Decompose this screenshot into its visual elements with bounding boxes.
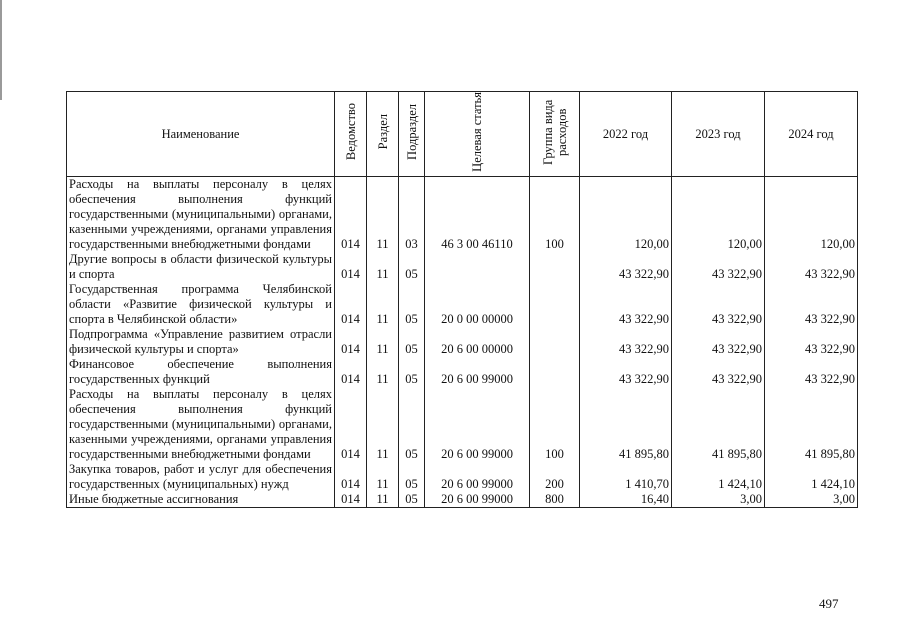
page-edge xyxy=(0,0,2,100)
row-expense-group xyxy=(530,357,580,387)
row-section: 11 xyxy=(367,282,399,327)
row-value-2024: 1 424,10 xyxy=(765,462,858,492)
row-subsection: 03 xyxy=(399,177,425,253)
row-name: Иные бюджетные ассигнования xyxy=(67,492,335,508)
row-expense-group xyxy=(530,282,580,327)
table-row xyxy=(67,282,858,327)
row-value-2023: 43 322,90 xyxy=(672,327,765,357)
row-dept: 014 xyxy=(335,327,367,357)
header-target-label: Целевая статья xyxy=(470,92,484,172)
table-row xyxy=(67,177,858,253)
header-2024 xyxy=(765,92,858,177)
row-section: 11 xyxy=(367,387,399,462)
row-value-2022: 43 322,90 xyxy=(580,327,672,357)
row-subsection: 05 xyxy=(399,282,425,327)
row-expense-group: 100 xyxy=(530,177,580,253)
row-value-2023: 43 322,90 xyxy=(672,282,765,327)
row-section: 11 xyxy=(367,327,399,357)
row-value-2023: 120,00 xyxy=(672,177,765,253)
header-subsection-label: Подраздел xyxy=(404,104,419,160)
row-value-2022: 43 322,90 xyxy=(580,282,672,327)
row-dept: 014 xyxy=(335,177,367,253)
row-value-2022: 1 410,70 xyxy=(580,462,672,492)
row-section: 11 xyxy=(367,462,399,492)
row-expense-group xyxy=(530,327,580,357)
row-value-2024: 41 895,80 xyxy=(765,387,858,462)
row-target: 20 6 00 99000 xyxy=(425,462,530,492)
row-value-2023: 43 322,90 xyxy=(672,252,765,282)
header-name-label: Наименование xyxy=(161,126,240,141)
row-value-2022: 16,40 xyxy=(580,492,672,508)
row-subsection: 05 xyxy=(399,327,425,357)
row-value-2023: 1 424,10 xyxy=(672,462,765,492)
row-subsection: 05 xyxy=(399,492,425,508)
row-value-2024: 43 322,90 xyxy=(765,357,858,387)
header-subsection xyxy=(399,92,425,177)
row-name: Другие вопросы в области физической культуры и спорта xyxy=(67,252,335,282)
row-target: 20 6 00 99000 xyxy=(425,357,530,387)
row-expense-group xyxy=(530,252,580,282)
table-header-row xyxy=(67,92,858,177)
row-value-2023: 41 895,80 xyxy=(672,387,765,462)
header-name xyxy=(67,92,335,177)
table-row xyxy=(67,357,858,387)
table-row xyxy=(67,492,858,508)
row-value-2022: 43 322,90 xyxy=(580,357,672,387)
row-section: 11 xyxy=(367,357,399,387)
page-number: 497 xyxy=(819,596,839,611)
row-target: 20 6 00 99000 xyxy=(425,387,530,462)
row-dept: 014 xyxy=(335,492,367,508)
row-value-2024: 120,00 xyxy=(765,177,858,253)
row-value-2024: 43 322,90 xyxy=(765,327,858,357)
row-subsection: 05 xyxy=(399,357,425,387)
row-dept: 014 xyxy=(335,462,367,492)
row-name: Подпрограмма «Управление развитием отрасли физической культуры и спорта» xyxy=(67,327,335,357)
row-value-2022: 120,00 xyxy=(580,177,672,253)
table-row xyxy=(67,387,858,462)
row-name: Государственная программа Челябинской области «Развитие физической культуры и спорта в Челябинской области» xyxy=(67,282,335,327)
header-2023-label: 2023 год xyxy=(695,126,741,141)
row-section: 11 xyxy=(367,492,399,508)
table-row xyxy=(67,252,858,282)
row-target: 20 0 00 00000 xyxy=(425,282,530,327)
header-2024-label: 2024 год xyxy=(788,126,834,141)
row-dept: 014 xyxy=(335,282,367,327)
row-name: Расходы на выплаты персоналу в целях обеспечения выполнения функций государственными (муниципальными) органами, казенными учреждениями, органами управления государственными внебюджетными фондами xyxy=(67,387,335,462)
row-value-2024: 3,00 xyxy=(765,492,858,508)
row-expense-group: 100 xyxy=(530,387,580,462)
budget-table xyxy=(66,91,858,508)
row-value-2023: 3,00 xyxy=(672,492,765,508)
header-dept xyxy=(335,92,367,177)
table-row xyxy=(67,327,858,357)
row-target xyxy=(425,252,530,282)
row-target: 20 6 00 99000 xyxy=(425,492,530,508)
header-expense-group xyxy=(530,92,580,177)
header-section-label: Раздел xyxy=(375,114,390,150)
row-section: 11 xyxy=(367,252,399,282)
row-name: Закупка товаров, работ и услуг для обеспечения государственных (муниципальных) нужд xyxy=(67,462,335,492)
header-2022-label: 2022 год xyxy=(602,126,649,141)
row-subsection: 05 xyxy=(399,252,425,282)
header-section xyxy=(367,92,399,177)
row-dept: 014 xyxy=(335,387,367,462)
row-dept: 014 xyxy=(335,357,367,387)
row-value-2022: 43 322,90 xyxy=(580,252,672,282)
row-target: 46 3 00 46110 xyxy=(425,177,530,253)
row-expense-group: 200 xyxy=(530,462,580,492)
row-subsection: 05 xyxy=(399,462,425,492)
row-value-2023: 43 322,90 xyxy=(672,357,765,387)
row-target: 20 6 00 00000 xyxy=(425,327,530,357)
row-subsection: 05 xyxy=(399,387,425,462)
table-row xyxy=(67,462,858,492)
row-name: Финансовое обеспечение выполнения государственных функций xyxy=(67,357,335,387)
header-target xyxy=(425,92,530,177)
row-expense-group: 800 xyxy=(530,492,580,508)
header-2023 xyxy=(672,92,765,177)
row-value-2024: 43 322,90 xyxy=(765,282,858,327)
header-2022 xyxy=(580,92,672,177)
row-value-2022: 41 895,80 xyxy=(580,387,672,462)
row-value-2024: 43 322,90 xyxy=(765,252,858,282)
row-name: Расходы на выплаты персоналу в целях обеспечения выполнения функций государственными (муниципальными) органами, казенными учреждениями, органами управления государственными внебюджетными фондами xyxy=(67,177,335,253)
header-dept-label: Ведомство xyxy=(343,103,358,161)
row-dept: 014 xyxy=(335,252,367,282)
header-expense-group-label: Группа вида расходов xyxy=(540,99,569,165)
row-section: 11 xyxy=(367,177,399,253)
